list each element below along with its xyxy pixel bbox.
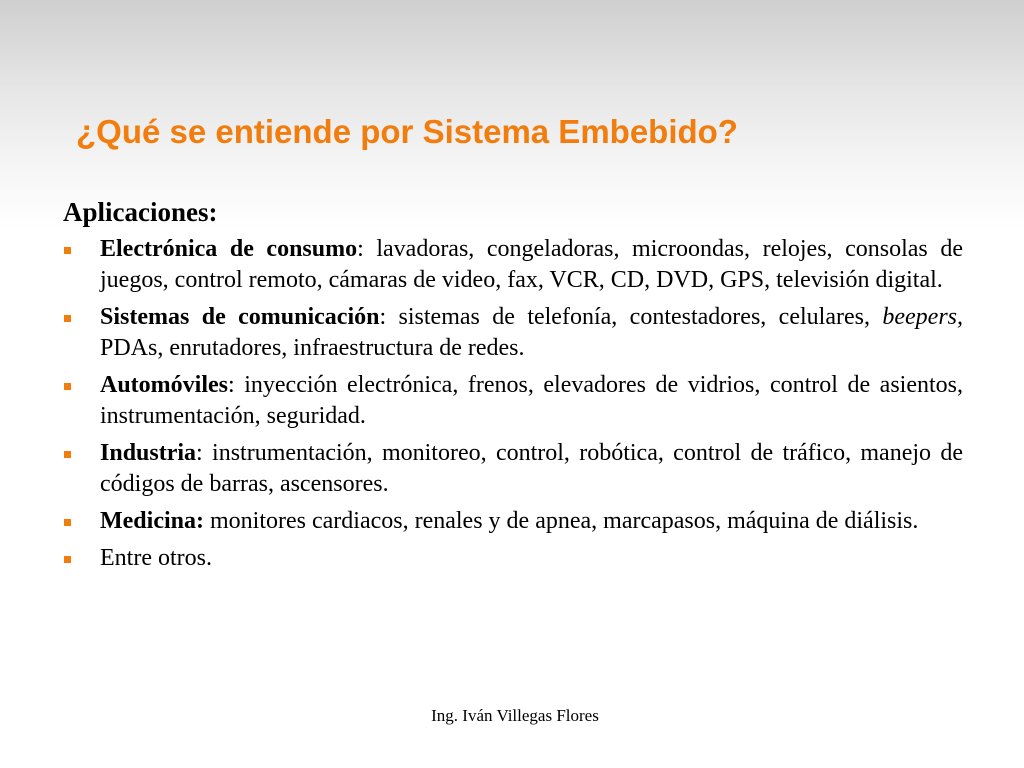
item-term: Electrónica de consumo [100,236,358,262]
item-term: Sistemas de comunicación [100,304,380,330]
list-item-industria [63,438,963,500]
list-item-medicina [63,506,963,537]
item-separator: : [357,236,364,262]
item-separator: : [196,440,203,466]
item-separator: : [379,304,387,330]
item-text: lavadoras, congeladoras, microondas, relojes, consolas de juegos, control remoto, cámaras de video, fax, VCR, CD, DVD, GPS, televisión digital. [100,236,963,293]
section-heading: Aplicaciones: [63,197,218,227]
item-text: inyección electrónica, frenos, elevadores de vidrios, control de asientos, instrumentación, seguridad. [100,372,963,429]
slide-title: ¿Qué se entiende por Sistema Embebido? [76,113,738,150]
item-term: Medicina: [100,508,204,534]
square-bullet-icon [64,556,71,563]
item-text-after: PDAs, enrutadores, infraestructura de redes. [100,335,525,361]
item-text: monitores cardiacos, renales y de apnea, marcapasos, máquina de diálisis. [203,508,919,534]
item-term: Industria [100,440,197,466]
slide-content [63,194,963,580]
slide-footer: Ing. Iván Villegas Flores [431,706,599,725]
item-text: Entre otros. [100,545,212,571]
item-text: instrumentación, monitoreo, control, robótica, control de tráfico, manejo de códigos de barras, ascensores. [100,440,963,497]
list-item-electronica [63,234,963,296]
square-bullet-icon [64,451,71,458]
list-item-automoviles [63,370,963,432]
item-text: sistemas de telefonía, contestadores, celulares, [386,304,883,330]
applications-list [63,234,963,574]
square-bullet-icon [64,315,71,322]
list-item-comunicacion [63,302,963,364]
item-separator: : [228,372,235,398]
square-bullet-icon [64,519,71,526]
square-bullet-icon [64,247,71,254]
list-item-otros [63,543,963,574]
item-term: Automóviles [100,372,228,398]
square-bullet-icon [64,383,71,390]
item-italic-text: beepers, [882,304,963,330]
